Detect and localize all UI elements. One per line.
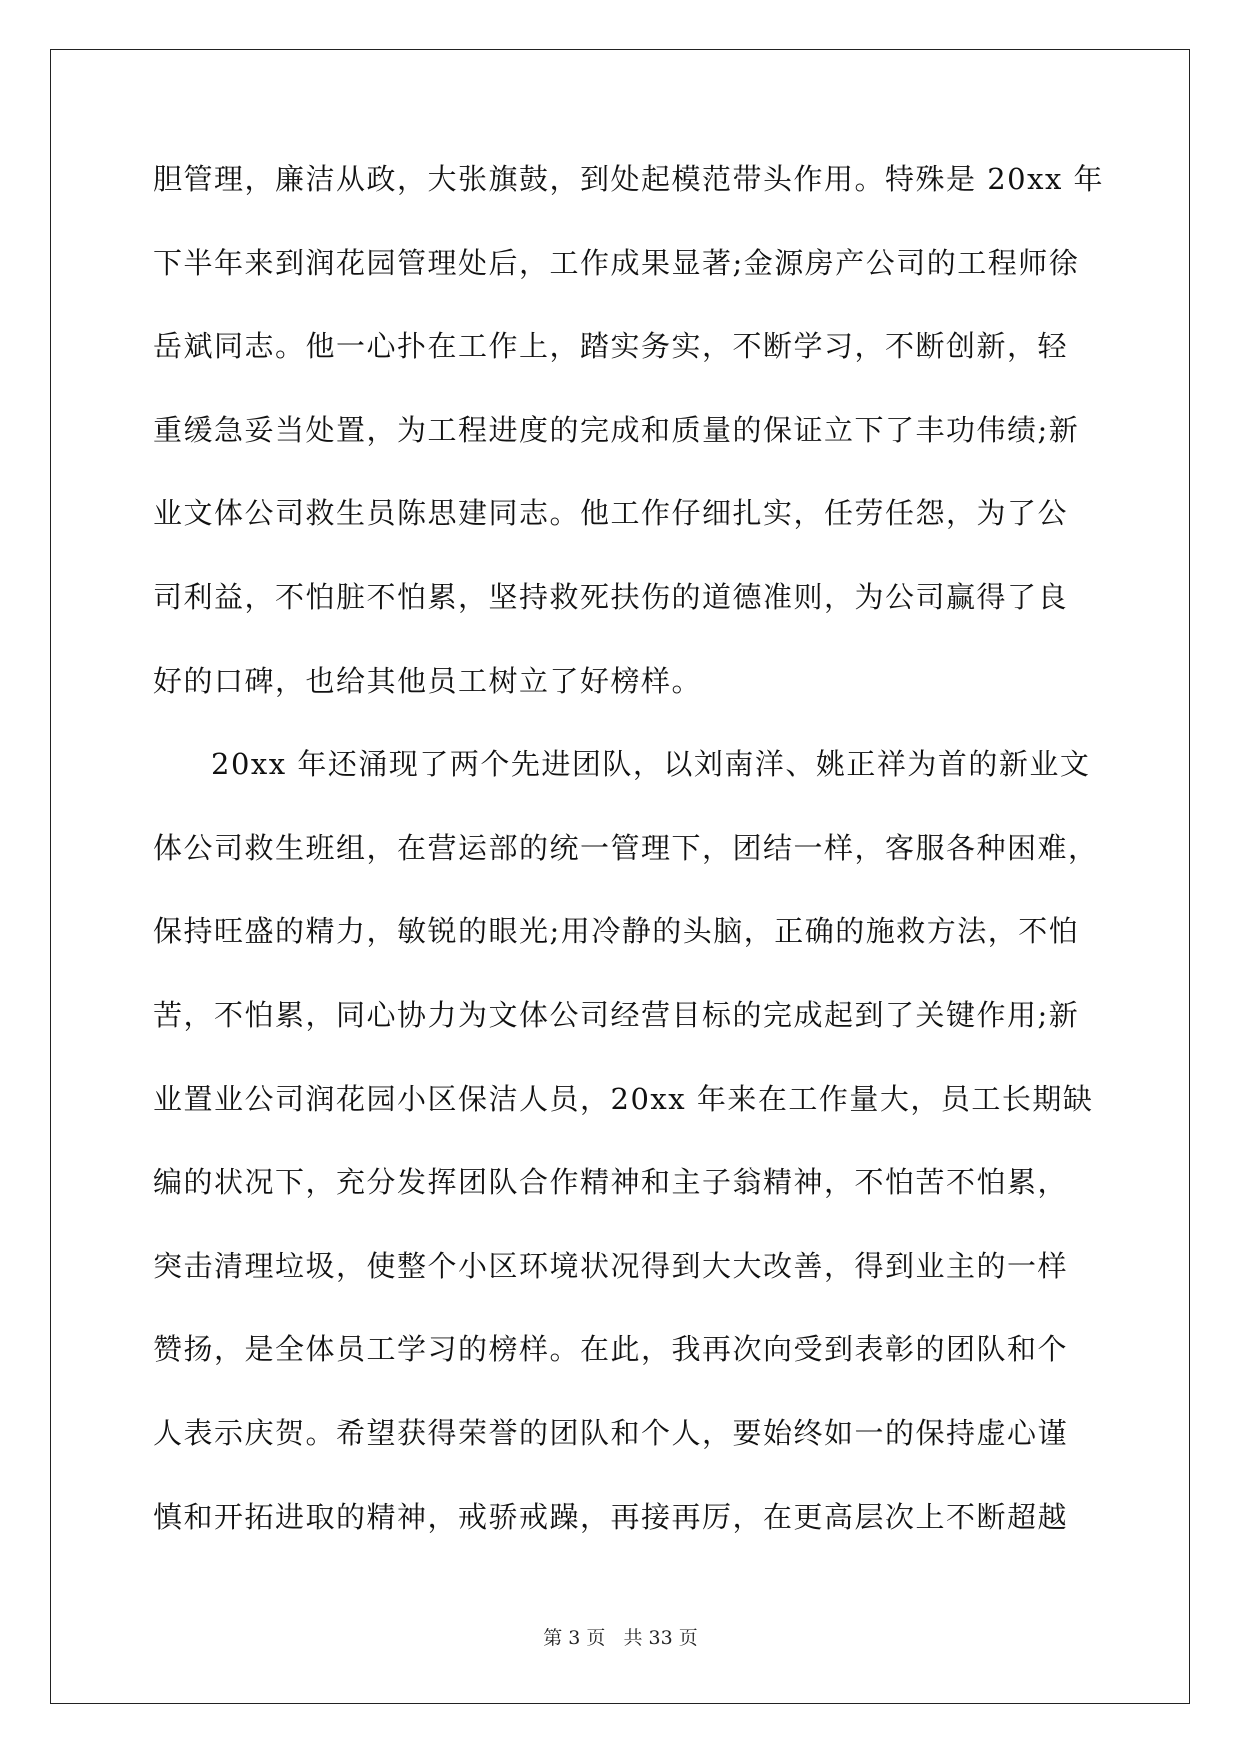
text-line: 岳斌同志。他一心扑在工作上，踏实务实，不断学习，不断创新，轻 xyxy=(153,329,1069,364)
document-body xyxy=(153,162,1105,1586)
text-line: 重缓急妥当处置，为工程进度的完成和质量的保证立下了丰功伟绩;新 xyxy=(153,412,1080,447)
page-total: 共 33 页 xyxy=(623,1627,698,1649)
text-line: 体公司救生班组，在营运部的统一管理下，团结一样，客服各种困难， xyxy=(153,830,1099,865)
text-line: 保持旺盛的精力，敏锐的眼光;用冷静的头脑，正确的施救方法，不怕 xyxy=(153,914,1080,949)
text-line: 人表示庆贺。希望获得荣誉的团队和个人，要始终如一的保持虚心谨 xyxy=(153,1415,1069,1450)
text-line: 好的口碑，也给其他员工树立了好榜样。 xyxy=(153,663,703,698)
page-footer xyxy=(0,1627,1241,1649)
text-line: 突击清理垃圾，使整个小区环境状况得到大大改善，得到业主的一样 xyxy=(153,1248,1069,1283)
text-line: 苦，不怕累，同心协力为文体公司经营目标的完成起到了关键作用;新 xyxy=(153,997,1080,1032)
text-line: 编的状况下，充分发挥团队合作精神和主子翁精神，不怕苦不怕累， xyxy=(153,1165,1069,1200)
paragraph-start-line: 20xx 年还涌现了两个先进团队，以刘南洋、姚正祥为首的新业文 xyxy=(211,747,1091,782)
text-line: 下半年来到润花园管理处后，工作成果显著;金源房产公司的工程师徐 xyxy=(153,245,1080,280)
text-line: 业文体公司救生员陈思建同志。他工作仔细扎实，任劳任怨，为了公 xyxy=(153,496,1069,531)
page-number: 第 3 页 xyxy=(543,1627,606,1649)
text-line: 司利益，不怕脏不怕累，坚持救死扶伤的道德准则，为公司赢得了良 xyxy=(153,579,1069,614)
text-line: 业置业公司润花园小区保洁人员，20xx 年来在工作量大，员工长期缺 xyxy=(153,1081,1094,1116)
text-line: 胆管理，廉洁从政，大张旗鼓，到处起模范带头作用。特殊是 20xx 年 xyxy=(153,162,1105,196)
text-line: 赞扬，是全体员工学习的榜样。在此，我再次向受到表彰的团队和个 xyxy=(153,1332,1069,1367)
text-line: 慎和开拓进取的精神，戒骄戒躁，再接再厉，在更高层次上不断超越 xyxy=(153,1499,1069,1534)
